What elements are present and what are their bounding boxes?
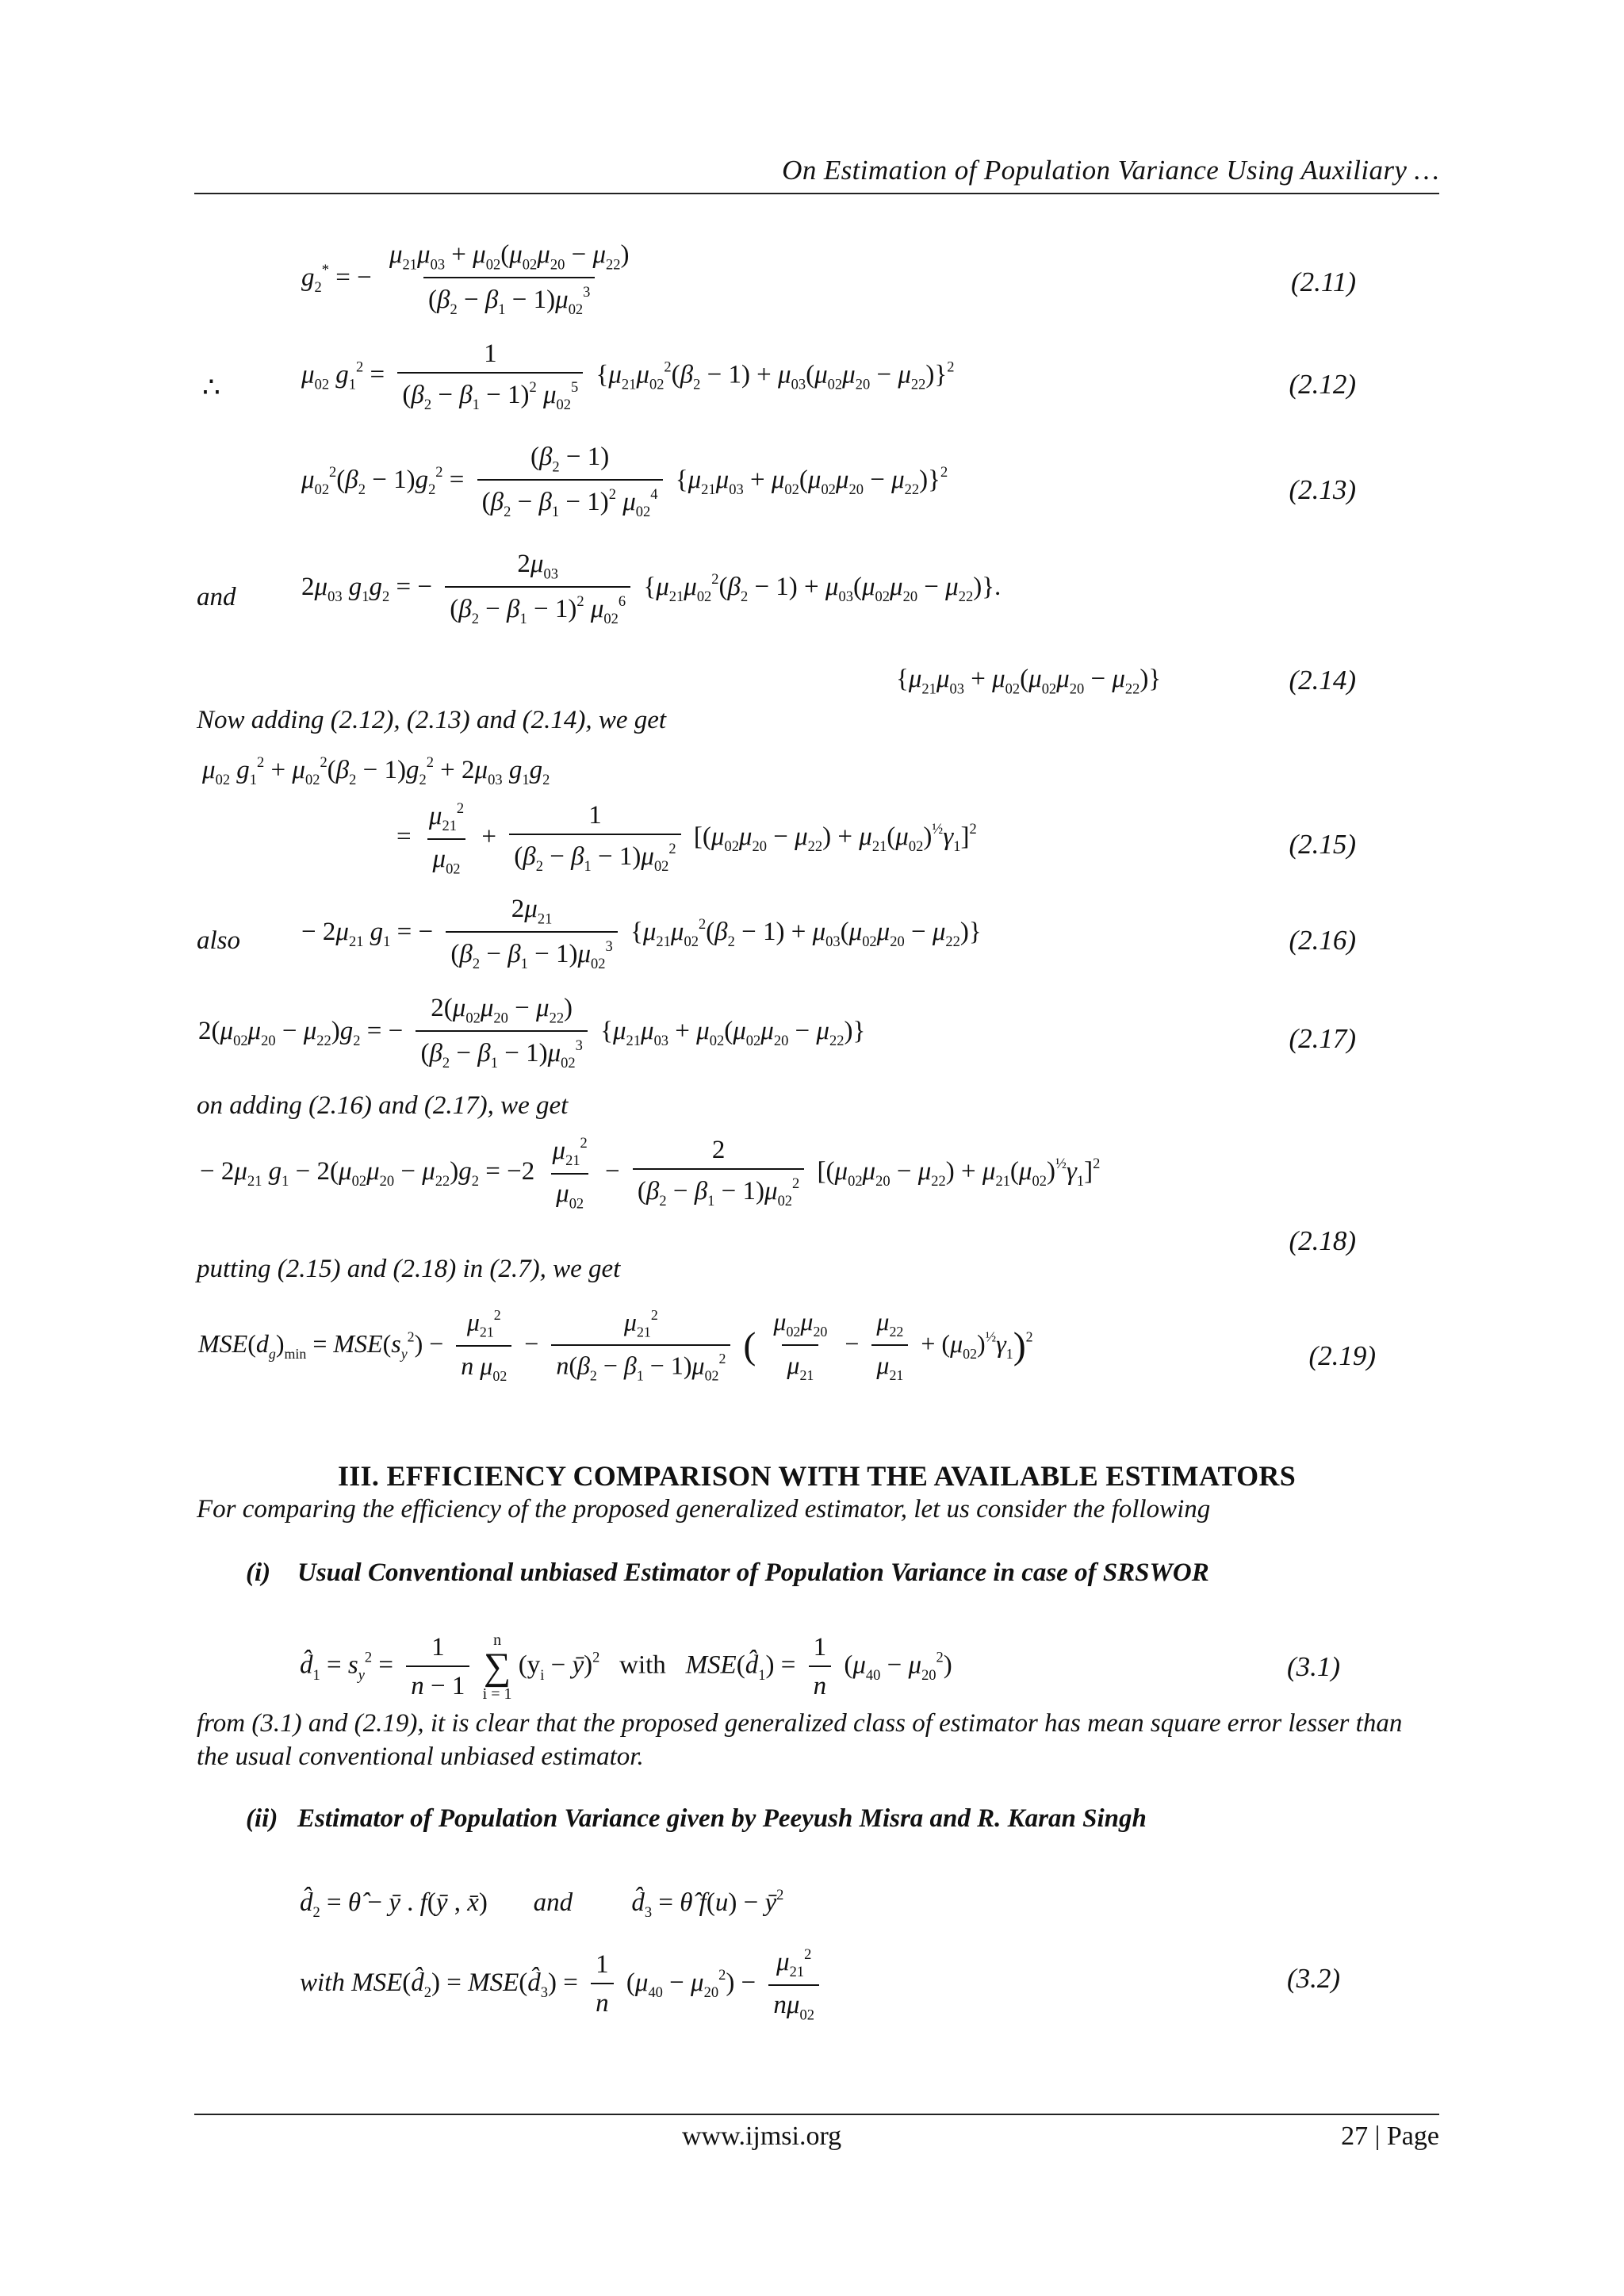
running-title: On Estimation of Population Variance Using Auxiliary … — [782, 155, 1439, 186]
comparison-intro: For comparing the efficiency of the proposed generalized estimator, let us consider the following — [197, 1495, 1211, 1524]
equation-number: (2.15) — [1289, 829, 1356, 860]
subsection-title: Estimator of Population Variance given by Peeyush Misra and R. Karan Singh — [297, 1804, 1147, 1833]
equation-2-19: $MSE(d_g)_{min} = MSE(s_y^2)$ − $\frac{\mu_{21}^2}{n \mu_{02}}$ − $\frac{\mu_{21}^2}{n(\beta_2 - \beta_1 - 1)\mu_{02}^2}$ ( $\frac{\mu_{02}\mu_{20}}{\mu_{21}}$ − $\frac{\mu_{22}}{\mu_{21}}$ + $(\mu_{02})^{\frac{1}{2}}\gamma_1)^2$ — [198, 1307, 1033, 1384]
subsection-title: Usual Conventional unbiased Estimator of Population Variance in case of SRSWOR — [297, 1558, 1209, 1587]
equation-2-15-lhs: $\mu_{02}$ $g_1^2 + \mu_{02}^2(\beta_2 - 1)g_2^2 + 2\mu_{03}$ $g_1g_2$ — [202, 754, 550, 788]
with-word: with — [300, 1968, 345, 1997]
now-adding-text: Now adding (2.12), (2.13) and (2.14), we get — [197, 706, 667, 734]
equation-2-15-rhs: = $\frac{\mu_{21}^2}{\mu_{02}}$ + $\frac{1}{(\beta_2 - \beta_1 - 1)\mu_{02}^2}$ $[(\mu_{02}\mu_{20} - \mu_{22}) + \mu_{21}(\mu_{02})^{\frac{1}{2}}\gamma_1]^2$ — [396, 800, 977, 876]
equation-d2-d3-definitions: $d̂_2$ = θ̂ − ȳ . f(ȳ , x̄) and $d̂_3$ = θ̂ $f(u) - ȳ^2$ — [300, 1887, 784, 1921]
and-word: and — [533, 1888, 573, 1917]
equation-number: (2.14) — [1289, 665, 1356, 696]
and-connector: and — [197, 583, 236, 611]
equation-number: (2.18) — [1289, 1225, 1356, 1256]
footer-rule — [194, 2114, 1439, 2115]
equation-2-11: $g_2^*$ = − $\frac{\mu_{21}\mu_{03} + \mu_{02}(\mu_{02}\mu_{20} - \mu_{22})}{(\beta_2 - \beta_1 - 1)\mu_{02}^3}$ — [301, 240, 630, 317]
equation-2-12: $\mu_{02}$ $g_1^2$ = $\frac{1}{(\beta_2 - \beta_1 - 1)^2 \mu_{02}^5}$ $\{\mu_{21}\mu_{02}^2(\beta_2 - 1) + \mu_{03}(\mu_{02}\mu_{20} - \mu_{22})\}^2$ — [301, 339, 955, 413]
equation-2-18: − $2\mu_{21}$ $g_1 - 2(\mu_{02}\mu_{20} - \mu_{22})g_2 = -2$ $\frac{\mu_{21}^2}{\mu_{02}}$ − $\frac{2}{(\beta_2 - \beta_1 - 1)\mu_{02}^2}$ $[(\mu_{02}\mu_{20} - \mu_{22}) + \mu_{21}(\mu_{02})^{\frac{1}{2}}\gamma_1]^2$ — [200, 1135, 1101, 1211]
equation-2-14: $2\mu_{03}$ $g_1g_2$ = − $\frac{2\mu_{03}}{(\beta_2 - \beta_1 - 1)^2 \mu_{02}^6}$ $\{\mu_{21}\mu_{02}^2(\beta_2 - 1) + \mu_{03}(\mu_{02}\mu_{20} - \mu_{22})\}$. — [301, 550, 1002, 627]
section-heading: III. EFFICIENCY COMPARISON WITH THE AVAILABLE ESTIMATORS — [337, 1460, 1297, 1492]
equation-number: (2.11) — [1291, 266, 1356, 297]
page-number: 27 | Page — [1341, 2122, 1439, 2151]
equation-2-17: $2(\mu_{02}\mu_{20} - \mu_{22})g_2$ = − $\frac{2(\mu_{02}\mu_{20} - \mu_{22})}{(\beta_2 - \beta_1 - 1)\mu_{02}^3}$ $\{\mu_{21}\mu_{03} + \mu_{02}(\mu_{02}\mu_{20} - \mu_{22})\}$ — [198, 994, 866, 1071]
equation-3-1: $d̂_1 = s_y^2$ = $\frac{1}{n - 1}$ n ∑ i = 1 ($y_i$ − ȳ)$^2$ with $MSE(d̂_1)$ = $\frac{1}{n}$ $(\mu_{40} - \mu_{20}^2)$ — [300, 1631, 952, 1703]
with-word: with — [619, 1650, 666, 1680]
subsection-number: (ii) — [246, 1804, 278, 1833]
also-connector: also — [197, 926, 241, 955]
equation-2-13: $\mu_{02}^2(\beta_2 - 1)g_2^2$ = $\frac{(\beta_2 - 1)}{(\beta_2 - \beta_1 - 1)^2 \mu_{02}^4}$ $\{\mu_{21}\mu_{03} + \mu_{02}(\mu_{02}\mu_{20} - \mu_{22})\}^2$ — [301, 443, 948, 519]
equation-number: (2.19) — [1308, 1340, 1376, 1371]
equation-number: (3.2) — [1286, 1963, 1340, 1994]
footer-url: www.ijmsi.org — [682, 2122, 842, 2151]
putting-text: putting (2.15) and (2.18) in (2.7), we get — [197, 1255, 621, 1283]
header-rule — [194, 193, 1439, 194]
equation-number: (3.1) — [1286, 1651, 1340, 1682]
subsection-number: (i) — [246, 1558, 271, 1587]
conclusion-3-1: from (3.1) and (2.19), it is clear that the proposed generalized class of estimator has mean square error lesser than the usual conventional unbiased estimator. — [197, 1709, 1403, 1771]
equation-number: (2.16) — [1289, 925, 1356, 956]
on-adding-text: on adding (2.16) and (2.17), we get — [197, 1091, 569, 1120]
equation-number: (2.17) — [1289, 1023, 1356, 1054]
equation-2-16: − $2\mu_{21}$ $g_1$ = − $\frac{2\mu_{21}}{(\beta_2 - \beta_1 - 1)\mu_{02}^3}$ $\{\mu_{21}\mu_{02}^2(\beta_2 - 1) + \mu_{03}(\mu_{02}\mu_{20} - \mu_{22})\}$ — [301, 895, 982, 972]
equation-number: (2.13) — [1289, 474, 1356, 505]
equation-2-14-continued: $\{\mu_{21}\mu_{03} + \mu_{02}(\mu_{02}\mu_{20} - \mu_{22})\}$ — [896, 665, 1162, 697]
therefore-symbol: ∴ — [202, 371, 220, 403]
equation-number: (2.12) — [1289, 369, 1356, 400]
equation-3-2: with $MSE(d̂_2)$ = $MSE(d̂_3)$ = $\frac{1}{n}$ $(\mu_{40} - \mu_{20}^2)$ − $\frac{\mu_{21}^2}{n\mu_{02}}$ — [300, 1947, 825, 2022]
